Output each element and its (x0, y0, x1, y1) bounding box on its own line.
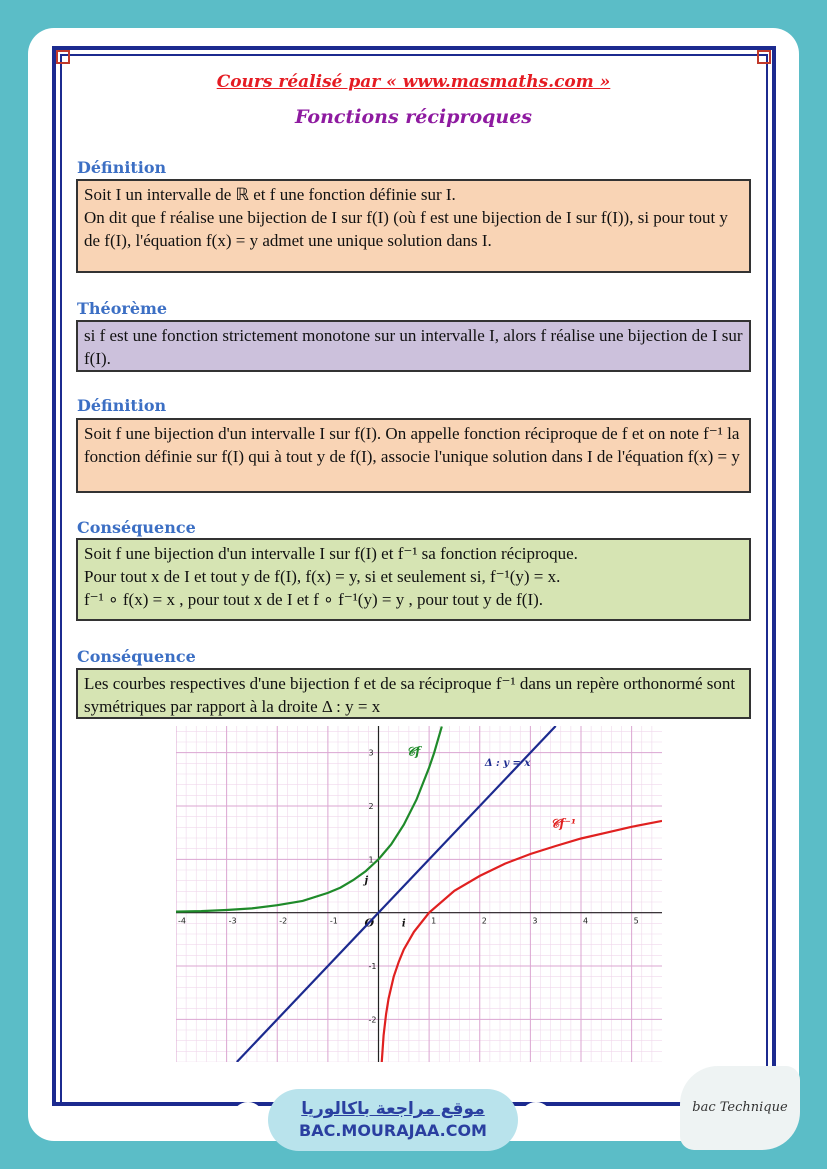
x-tick-label: -4 (178, 916, 186, 926)
page-title: Fonctions réciproques (294, 106, 533, 128)
curve-f-inverse-label: 𝒞f⁻¹ (550, 816, 577, 831)
footer-banner[interactable] (268, 1089, 518, 1151)
definition-box (76, 418, 751, 493)
x-tick-label: 1 (431, 916, 437, 926)
box-text: Soit I un intervalle de ℝ et f une fonction définie sur I. (84, 185, 456, 204)
box-text: On dit que f réalise une bijection de I sur f(I) (où f est une bijection de I sur f(I)), si pour tout y de f(I), l'équation f(x) = y admet une unique solution dans I. (84, 208, 728, 250)
bac-technique-badge: bac Technique (680, 1066, 800, 1150)
x-tick-label: -2 (279, 916, 288, 926)
x-tick-label: 5 (633, 916, 639, 926)
box-text: Les courbes respectives d'une bijection f et de sa réciproque f⁻¹ dans un repère orthonormé sont symétriques par rapport à la droite Δ : y = x (84, 674, 736, 716)
y-tick-label: 1 (368, 855, 374, 865)
section-label: Définition (77, 396, 167, 415)
x-tick-label: 3 (532, 916, 538, 926)
border-corner-ornament (757, 50, 771, 64)
section-label: Conséquence (77, 518, 196, 537)
footer-arabic-text: موقع مراجعة باكالوريا (301, 1099, 485, 1119)
box-text: Soit f une bijection d'un intervalle I sur f(I) et f⁻¹ sa fonction réciproque. (84, 544, 578, 563)
box-text: Pour tout x de I et tout y de f(I), f(x) = y, si et seulement si, f⁻¹(y) = x. (84, 567, 561, 586)
x-tick-label: 2 (481, 916, 487, 926)
box-text: f⁻¹ ∘ f(x) = x , pour tout x de I et f ∘ f⁻¹(y) = y , pour tout y de f(I). (84, 590, 544, 609)
section-label: Définition (77, 158, 167, 177)
delta-label: Δ : y = x (484, 758, 531, 769)
function-graph (176, 726, 662, 1062)
footer-url[interactable]: BAC.MOURAJAA.COM (299, 1121, 487, 1140)
section-label: Théorème (77, 299, 168, 318)
consequence-box (76, 668, 751, 719)
logo-icon (232, 1102, 264, 1134)
x-tick-label: 4 (583, 916, 589, 926)
y-tick-label: 2 (368, 802, 374, 811)
definition-box (76, 179, 751, 273)
consequence-box (76, 538, 751, 621)
origin-label: O (364, 916, 375, 930)
border-corner-ornament (56, 50, 70, 64)
unit-j-label: j (364, 875, 369, 887)
curve-f-label: 𝒞f (406, 744, 421, 759)
section-label: Conséquence (77, 647, 196, 666)
credit-line[interactable]: Cours réalisé par « www.masmaths.com » (216, 72, 611, 92)
x-tick-label: -1 (329, 916, 338, 926)
logo-icon (520, 1102, 552, 1134)
box-text: si f est une fonction strictement monotone sur un intervalle I, alors f réalise une bijection de I sur f(I). (84, 326, 743, 368)
unit-i-label: i (401, 918, 406, 930)
box-text: Soit f une bijection d'un intervalle I sur f(I). On appelle fonction réciproque de f et on note f⁻¹ la fonction définie sur f(I) qui à tout y de f(I), associe l'unique solution dans I de l'équation f(x) = y (84, 424, 740, 466)
x-tick-label: -3 (228, 916, 237, 926)
y-tick-label: -2 (368, 1015, 377, 1025)
y-tick-label: -1 (368, 962, 377, 971)
theorem-box (76, 320, 751, 372)
y-tick-label: 3 (368, 748, 374, 758)
